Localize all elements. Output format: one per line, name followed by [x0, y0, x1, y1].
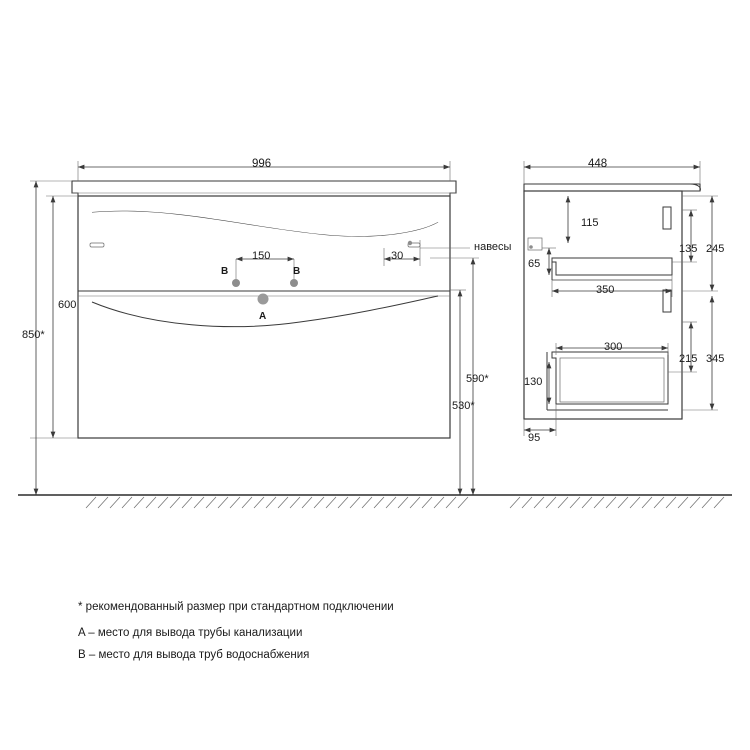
dim-side-65: 65: [528, 258, 541, 270]
tag-water-right: B: [293, 266, 301, 277]
dim-front-height-850: 850*: [22, 329, 45, 341]
dim-side-135: 135: [679, 243, 698, 255]
dim-front-spacing-150: 150: [252, 250, 271, 262]
dim-side-300: 300: [604, 341, 623, 353]
note-sewer-outlet: A – место для вывода трубы канализации: [78, 627, 303, 639]
tag-sewer: A: [259, 311, 267, 322]
note-water-outlet: B – место для вывода труб водоснабжения: [78, 649, 310, 661]
dim-side-depth-448: 448: [588, 158, 608, 170]
front-view-group: [30, 161, 479, 495]
callout-hangers: навесы: [474, 241, 512, 253]
dim-side-345: 345: [706, 353, 725, 365]
dim-front-offset-30: 30: [391, 250, 404, 262]
note-recommended-size: * рекомендованный размер при стандартном подключении: [78, 601, 394, 613]
dim-side-130: 130: [524, 376, 543, 388]
dim-front-height-590: 590*: [466, 373, 489, 385]
dim-front-width-996: 996: [252, 158, 272, 170]
dim-side-215: 215: [679, 353, 698, 365]
floor-hatch-group: [18, 495, 732, 508]
dim-side-350: 350: [596, 284, 615, 296]
dim-side-115: 115: [581, 217, 599, 229]
dim-front-height-530: 530*: [452, 400, 475, 412]
side-view-group: [524, 161, 718, 436]
tag-water-left: B: [221, 266, 229, 277]
dim-side-245: 245: [706, 243, 725, 255]
dim-side-95: 95: [528, 432, 541, 444]
dim-front-height-600: 600: [58, 299, 77, 311]
